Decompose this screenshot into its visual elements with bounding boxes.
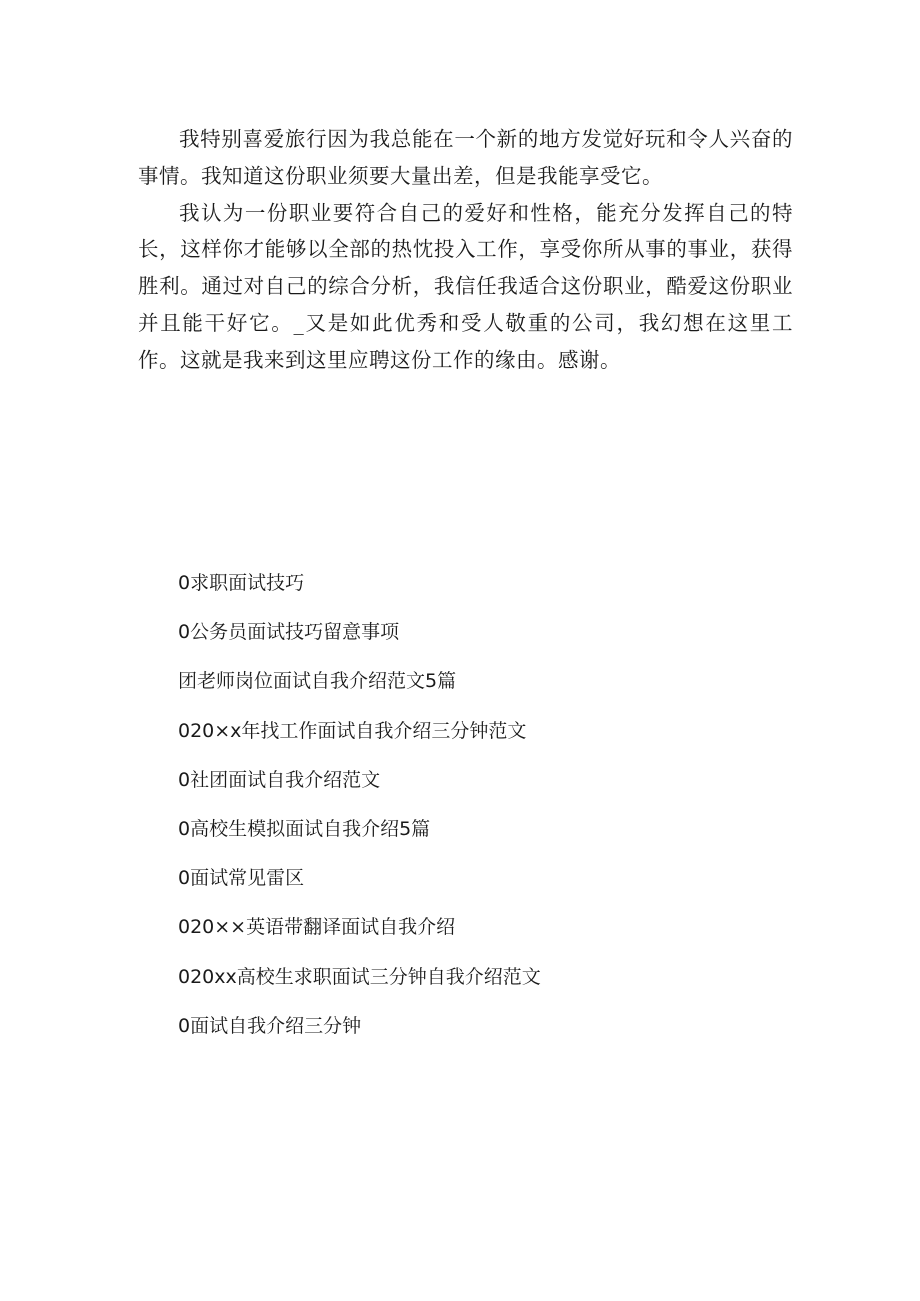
related-article-link[interactable]: 0社团面试自我介绍范文 (178, 768, 381, 791)
related-article-link[interactable]: 0公务员面试技巧留意事项 (178, 621, 400, 644)
related-article-link[interactable]: 0面试自我介绍三分钟 (178, 1014, 362, 1037)
related-article-link[interactable]: 0高校生模拟面试自我介绍5篇 (178, 817, 431, 840)
related-article-link[interactable]: 团老师岗位面试自我介绍范文5篇 (178, 670, 457, 693)
paragraph: 我认为一份职业要符合自己的爱好和性格，能充分发挥自己的特长，这样你才能够以全部的热忱投入工作，享受你所从事的事业，获得胜利。通过对自己的综合分析，我信任我适合这份职业，酷爱这份职业并且能干好它。_又是如此优秀和受人敬重的公司，我幻想在这里工作。这就是我来到这里应聘这份工作的缘由。感谢。 (138, 200, 793, 372)
paragraph: 我特别喜爱旅行因为我总能在一个新的地方发觉好玩和令人兴奋的事情。我知道这份职业须要大量出差，但是我能享受它。 (138, 127, 793, 188)
related-article-link[interactable]: 0求职面试技巧 (178, 572, 305, 594)
related-article-link[interactable]: 020×x年找工作面试自我介绍三分钟范文 (178, 719, 527, 742)
related-articles-list (178, 565, 798, 1057)
related-article-link[interactable]: 020xx高校生求职面试三分钟自我介绍范文 (178, 965, 541, 988)
related-article-link[interactable]: 0面试常见雷区 (178, 867, 305, 890)
related-article-link[interactable]: 020××英语带翻译面试自我介绍 (178, 916, 456, 939)
body-text (138, 121, 793, 379)
